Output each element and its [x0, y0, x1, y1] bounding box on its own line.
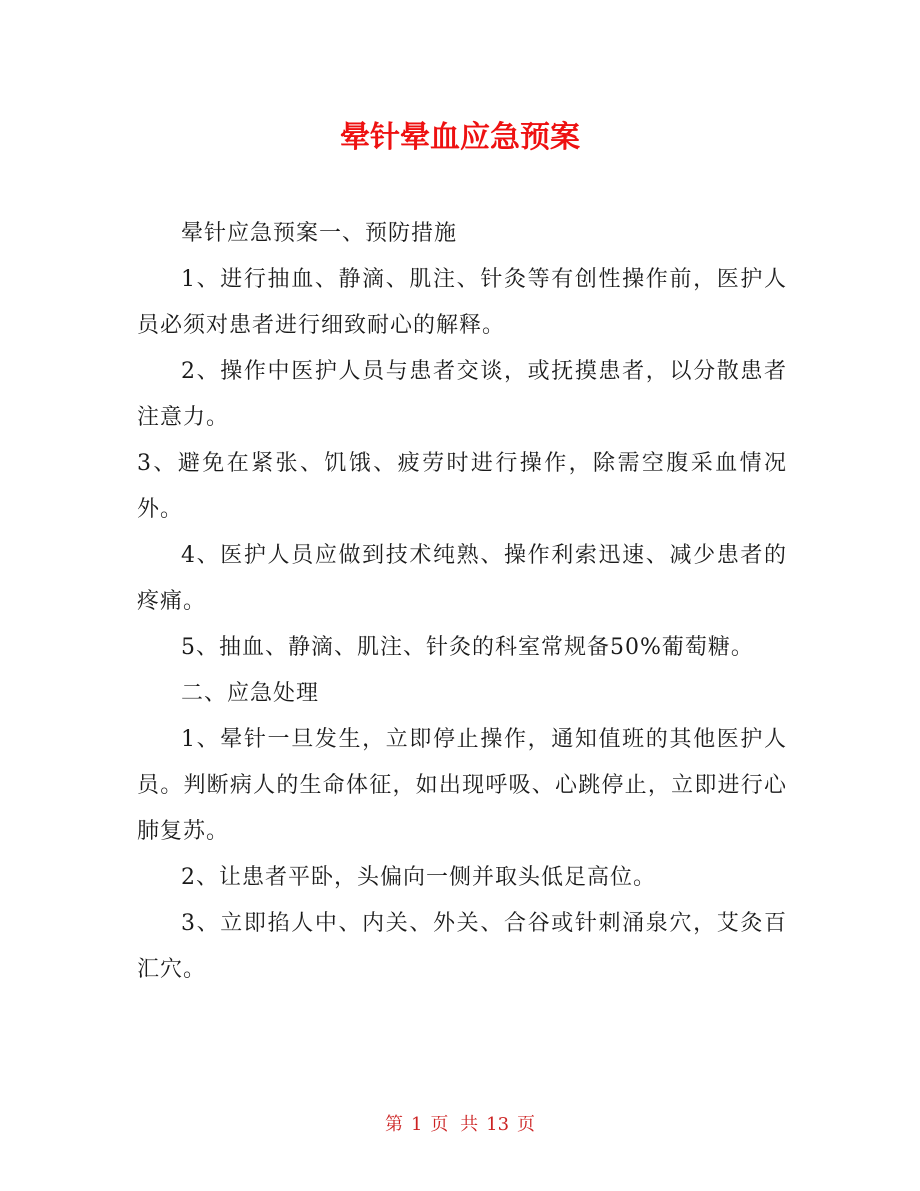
footer-prefix: 第	[384, 1114, 403, 1135]
paragraph-9: 2、让患者平卧，头偏向一侧并取头低足高位。	[181, 865, 656, 890]
paragraph-6: 5、抽血、静滴、肌注、针灸的科室常规备50%葡萄糖。	[181, 635, 754, 660]
paragraph-5: 4、医护人员应做到技术纯熟、操作利索迅速、减少患者的疼痛。	[137, 543, 787, 614]
paragraph-7: 二、应急处理	[181, 681, 320, 706]
footer-current-page: 1	[410, 1114, 423, 1135]
paragraph-1: 晕针应急预案一、预防措施	[181, 221, 458, 246]
paragraph-2: 1、进行抽血、静滴、肌注、针灸等有创性操作前，医护人员必须对患者进行细致耐心的解释。	[137, 267, 787, 338]
paragraph-4: 3、避免在紧张、饥饿、疲劳时进行操作，除需空腹采血情况外。	[137, 451, 787, 522]
footer-middle: 页 共	[430, 1114, 479, 1135]
paragraph-10: 3、立即掐人中、内关、外关、合谷或针刺涌泉穴，艾灸百汇穴。	[137, 911, 787, 982]
document-body	[137, 211, 787, 993]
paragraph-8: 1、晕针一旦发生，立即停止操作，通知值班的其他医护人员。判断病人的生命体征，如出现呼吸、心跳停止，立即进行心肺复苏。	[137, 727, 787, 844]
footer-suffix: 页	[517, 1114, 536, 1135]
paragraph-3: 2、操作中医护人员与患者交谈，或抚摸患者，以分散患者注意力。	[137, 359, 787, 430]
footer-total-pages: 13	[486, 1114, 510, 1135]
document-title: 晕针晕血应急预案	[340, 120, 580, 155]
page-footer	[0, 1112, 920, 1138]
